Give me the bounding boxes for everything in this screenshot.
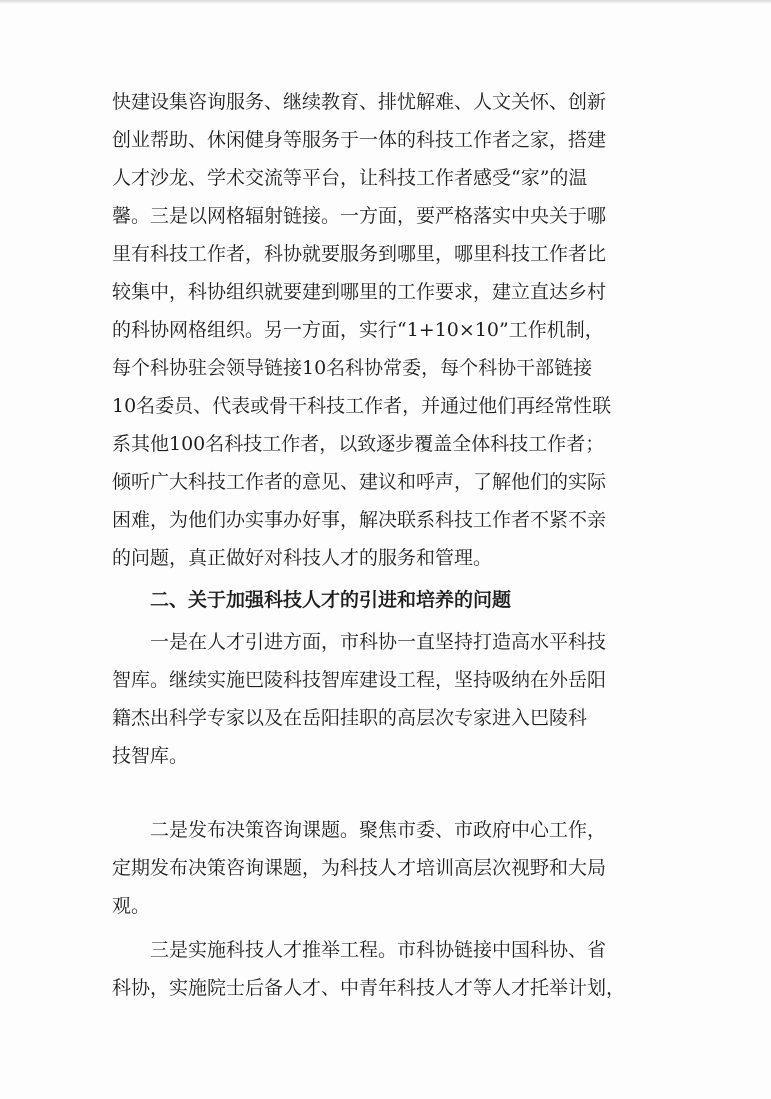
body-line: 技智库。 — [112, 745, 189, 767]
body-line: 观。 — [112, 895, 151, 917]
body-line: 倾听广大科技工作者的意见、建议和呼声，了解他们的实际 — [112, 471, 607, 493]
scan-top-edge — [0, 0, 771, 4]
body-line: 困难，为他们办实事办好事，解决联系科技工作者不紧不亲 — [112, 509, 607, 531]
body-line: 智库。继续实施巴陵科技智库建设工程，坚持吸纳在外岳阳 — [112, 669, 607, 691]
body-line: 创业帮助、休闲健身等服务于一体的科技工作者之家，搭建 — [112, 129, 607, 151]
body-line: 快建设集咨询服务、继续教育、排忧解难、人文关怀、创新 — [112, 91, 607, 113]
body-line: 一是在人才引进方面，市科协一直坚持打造高水平科技 — [150, 631, 607, 653]
body-line: 10名委员、代表或骨干科技工作者，并通过他们再经常性联 — [112, 395, 612, 417]
body-line: 二是发布决策咨询课题。聚焦市委、市政府中心工作， — [150, 819, 607, 841]
body-line: 较集中，科协组织就要建到哪里的工作要求，建立直达乡村 — [112, 281, 607, 303]
body-line: 人才沙龙、学术交流等平台，让科技工作者感受“家”的温 — [112, 167, 588, 189]
body-line: 馨。三是以网格辐射链接。一方面，要严格落实中央关于哪 — [112, 205, 607, 227]
body-line: 三是实施科技人才推举工程。市科协链接中国科协、省 — [150, 939, 607, 961]
body-line: 每个科协驻会领导链接10名科协常委，每个科协干部链接 — [112, 357, 593, 379]
body-line: 里有科技工作者，科协就要服务到哪里，哪里科技工作者比 — [112, 243, 607, 265]
body-line: 系其他100名科技工作者，以致逐步覆盖全体科技工作者； — [112, 433, 605, 455]
body-line: 定期发布决策咨询课题，为科技人才培训高层次视野和大局 — [112, 857, 607, 879]
body-line: 籍杰出科学专家以及在岳阳挂职的高层次专家进入巴陵科 — [112, 707, 588, 729]
body-line: 的科协网格组织。另一方面，实行“1+10×10”工作机制， — [112, 319, 604, 341]
body-line: 的问题，真正做好对科技人才的服务和管理。 — [112, 547, 493, 569]
section-heading: 二、关于加强科技人才的引进和培养的问题 — [150, 589, 512, 611]
body-line: 科协，实施院士后备人才、中青年科技人才等人才托举计划， — [112, 977, 626, 999]
